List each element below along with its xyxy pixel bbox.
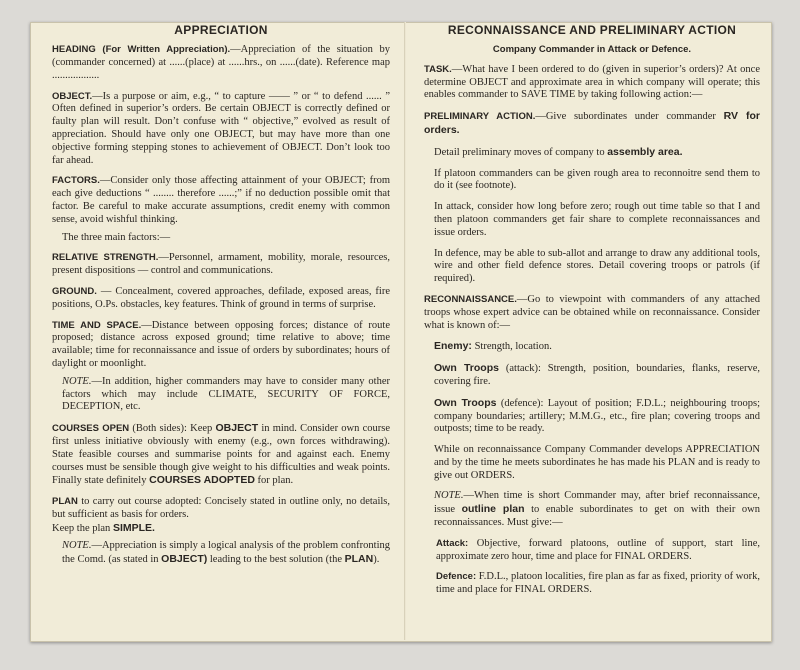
assembly-area-word: assembly area. bbox=[607, 145, 683, 158]
courses-open-label: COURSES OPEN bbox=[52, 423, 130, 435]
enemy-text: Strength, location. bbox=[471, 341, 552, 353]
own-troops-defence-text: (defence): Layout of position; F.D.L.; neighbouring troops; company boundaries; artillery; M.M.G., etc., fire plan; covering troops and outposts; time to be ready. bbox=[434, 397, 760, 435]
enemy-paragraph bbox=[424, 340, 760, 354]
reconnaissance-subtitle: Company Commander in Attack or Defence. bbox=[492, 44, 692, 56]
preliminary-action-label: PRELIMINARY ACTION. bbox=[424, 111, 536, 123]
time-space-text: —Distance between opposing forces; distance of route proposed; distance across exposed ground; time relative to above; time available; time for reconnaissance and issue of orders by subordinates; hours of daylight or moonlight. bbox=[52, 319, 390, 369]
object-paragraph bbox=[52, 91, 390, 168]
plan-paragraph bbox=[52, 496, 390, 535]
note-factors-paragraph bbox=[52, 376, 390, 414]
own-troops-attack-paragraph bbox=[424, 362, 760, 389]
outline-plan-word: outline plan bbox=[461, 503, 525, 516]
three-factors-line: The three main factors:— bbox=[62, 231, 171, 243]
heading-paragraph bbox=[52, 44, 390, 82]
note-appreciation-text-a: —Appreciation is simply a logical analysis of the problem confronting the Comd. (as stated in bbox=[62, 540, 390, 566]
attack-requirements-label: Attack: bbox=[436, 537, 469, 549]
plan-simple-word: SIMPLE. bbox=[112, 521, 155, 534]
appreciation-title: APPRECIATION bbox=[174, 23, 268, 37]
detail-moves-paragraph bbox=[424, 146, 760, 160]
attack-timing-paragraph: In attack, consider how long before zero; rough out time table so that I and then platoon commanders get fair share to complete reconnaissances and issue orders. bbox=[434, 201, 760, 238]
note-short-time-label: NOTE. bbox=[434, 490, 464, 502]
note-plan-word: PLAN bbox=[344, 553, 374, 566]
note-factors-text: —In addition, higher commanders may have to consider many other factors which may include CLIMATE, SECURITY OF FORCE, DECEPTION, etc. bbox=[62, 375, 390, 413]
plan-text: to carry out course adopted: Concisely stated in outline only, no details, but sufficient as basis for orders. bbox=[52, 496, 390, 520]
rv-orders-word: RV for orders. bbox=[424, 110, 760, 136]
attack-requirements-text: Objective, forward platoons, outline of support, start line, approximate zero hour, time and place for FINAL ORDERS. bbox=[436, 537, 760, 562]
right-page bbox=[424, 22, 760, 605]
note-short-time-text-a: —When time is short Commander may, after brief reconnaissance, issue bbox=[434, 490, 760, 516]
courses-object-word: OBJECT bbox=[215, 422, 259, 435]
plan-keep-text: Keep the plan bbox=[52, 522, 113, 534]
reconnaissance-title: RECONNAISSANCE AND PRELIMINARY ACTION bbox=[447, 23, 737, 37]
note-appreciation-paragraph bbox=[52, 540, 390, 567]
own-troops-defence-paragraph bbox=[424, 397, 760, 436]
task-paragraph bbox=[424, 64, 760, 102]
platoon-recce-paragraph: If platoon commanders can be given rough area to reconnoitre send them to do it (see footnote). bbox=[434, 167, 760, 192]
task-label: TASK. bbox=[424, 63, 452, 75]
defence-stores-paragraph: In defence, may be able to sub-allot and arrange to draw any additional tools, wire and other field defence stores. Detail covering troops or patrols (if required). bbox=[434, 247, 760, 285]
object-text: —Is a purpose or aim, e.g., “ to capture —— ” or “ to defend ...... ” Often defined in superior’s orders. Be certain OBJECT is correctly defined or faulty plan will result. Don’t confuse with “ objective,” evolved as result of appreciation. Should have only one OBJECT, but may have more than one objective forming stepping stones to achievement of OBJECT. Don’t look too far ahead. bbox=[52, 90, 390, 166]
reconnaissance-paragraph bbox=[424, 294, 760, 332]
enemy-label: Enemy: bbox=[434, 340, 472, 353]
ground-label: GROUND. bbox=[52, 285, 97, 297]
page-fold bbox=[404, 22, 406, 640]
defence-requirements-label: Defence: bbox=[436, 571, 477, 583]
courses-adopted-word: COURSES ADOPTED bbox=[149, 474, 255, 487]
preliminary-action-paragraph bbox=[424, 110, 760, 138]
while-recce-paragraph: While on reconnaissance Company Commander develops APPRECIATION and by the time he meets subordinates he has made his PLAN and is ready to give out ORDERS. bbox=[434, 444, 760, 481]
defence-requirements-paragraph bbox=[424, 571, 760, 597]
heading-label: HEADING (For Written Appreciation). bbox=[52, 44, 231, 56]
heading-text: —Appreciation of the situation by (commander concerned) at ......(place) at ......hrs., on ......(date). Reference map .................. bbox=[52, 44, 390, 81]
courses-open-paragraph bbox=[52, 422, 390, 488]
own-troops-attack-label: Own Troops bbox=[434, 362, 499, 375]
own-troops-attack-text: (attack): Strength, position, boundaries, flanks, reserve, covering fire. bbox=[434, 363, 761, 387]
plan-label: PLAN bbox=[52, 496, 78, 508]
reconnaissance-text: —Go to viewpoint with commanders of any attached troops whose expert advice can be obtained while on reconnaissance. Consider what is known of:— bbox=[424, 293, 760, 331]
task-text: —What have I been ordered to do (given in superior’s orders)? At once determine OBJECT and approximate area in which company will operate; this enables commander to SAVE TIME by taking following action:— bbox=[424, 63, 760, 101]
courses-open-text-c: for plan. bbox=[254, 475, 294, 487]
note-appreciation-text-b: leading to the best solution (the bbox=[207, 554, 345, 566]
courses-open-text-b: in mind. Consider own course first unless initiative obviously with enemy (e.g., own forces withdrawing). State feasible courses and summarise points for and against each. Enemy courses must be sensible though give weight to his difficulties and weak points. Finally state definitely bbox=[52, 423, 390, 487]
relative-strength-text: —Personnel, armament, mobility, morale, resources, present dispositions — control and communications. bbox=[52, 252, 390, 277]
note-object-word: OBJECT) bbox=[161, 553, 208, 566]
time-space-paragraph bbox=[52, 320, 390, 371]
time-space-label: TIME AND SPACE. bbox=[52, 319, 142, 331]
left-page bbox=[52, 22, 390, 575]
factors-label: FACTORS. bbox=[52, 175, 100, 187]
detail-moves-text: Detail preliminary moves of company to bbox=[434, 146, 608, 158]
own-troops-defence-label: Own Troops bbox=[434, 396, 497, 409]
courses-open-text-a: (Both sides): Keep bbox=[129, 423, 216, 435]
preliminary-action-text: —Give subordinates under commander bbox=[535, 111, 724, 123]
reconnaissance-label: RECONNAISSANCE. bbox=[424, 293, 517, 305]
note-appreciation-label: NOTE. bbox=[62, 540, 92, 552]
note-appreciation-text-c: ). bbox=[373, 554, 380, 566]
relative-strength-label: RELATIVE STRENGTH. bbox=[52, 252, 159, 264]
object-label: OBJECT. bbox=[52, 90, 93, 102]
note-short-time-text-b: to enable subordinates to get on with their own reconnaissances. Must give:— bbox=[434, 504, 760, 529]
factors-text: —Consider only those affecting attainment of your OBJECT; from each give deductions “ ........ therefore ......;” if no deduction possible omit that factor. Be careful to make accurate assumptions, credit enemy with common sense, avoid wishful thinking. bbox=[52, 175, 390, 225]
ground-paragraph bbox=[52, 286, 390, 312]
note-short-time-paragraph bbox=[424, 490, 760, 529]
attack-requirements-paragraph bbox=[424, 538, 760, 564]
note-factors-label: NOTE. bbox=[62, 375, 92, 387]
defence-requirements-text: F.D.L., platoon localities, fire plan as far as fixed, priority of work, time and place for FINAL ORDERS. bbox=[436, 571, 760, 596]
ground-text: — Concealment, covered approaches, defilade, exposed areas, fire positions, O.Ps. obstacles, key features. Think of ground in terms of surprise. bbox=[52, 285, 390, 310]
relative-strength-paragraph bbox=[52, 252, 390, 278]
factors-paragraph bbox=[52, 175, 390, 226]
